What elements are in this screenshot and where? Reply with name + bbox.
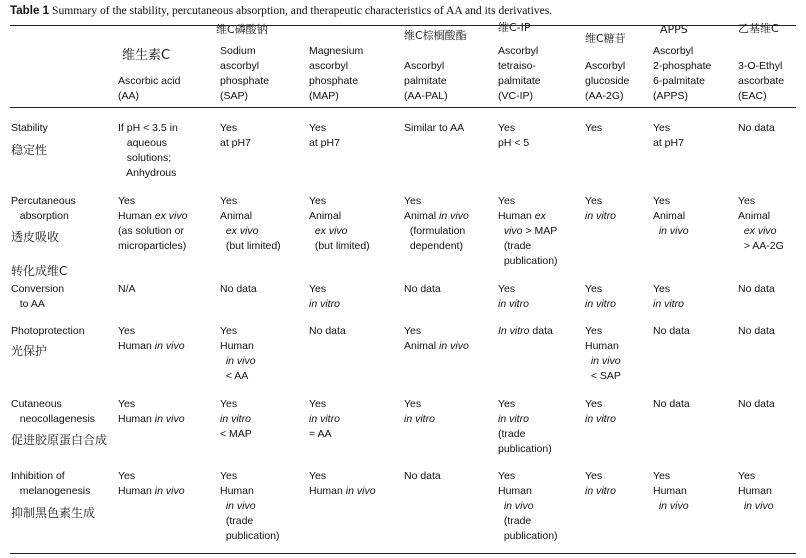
- row-label: Conversion to AA: [11, 283, 65, 310]
- column-header: Magnesium ascorbyl phosphate (MAP): [309, 45, 364, 102]
- table-cell: No data: [738, 398, 775, 410]
- row-label: Photoprotection: [11, 325, 85, 337]
- table-cell: Yes Animal ex vivo (but limited): [220, 195, 281, 252]
- table-cell: No data: [738, 283, 775, 295]
- table-cell: Yes Human in vivo (trade publication): [498, 470, 558, 542]
- table-cell: No data: [404, 283, 441, 295]
- table-cell: Yes Animal ex vivo (but limited): [309, 195, 370, 252]
- table-cell: Yes at pH7: [309, 122, 340, 149]
- column-header: Ascorbyl palmitate (AA-PAL): [404, 60, 448, 102]
- row-label-cn-annotation: 稳定性: [11, 143, 48, 157]
- row-label-cn-annotation: 转化成维C: [11, 264, 68, 278]
- table-caption: [10, 4, 800, 17]
- column-header-cn-annotation: APPS: [660, 23, 688, 36]
- table-cell: In vitro data: [498, 325, 553, 337]
- table-cell: Yes in vitro: [498, 283, 529, 310]
- table-cell: N/A: [118, 283, 136, 295]
- table-cell: No data: [309, 325, 346, 337]
- table-cell: Yes: [585, 122, 603, 134]
- row-label-cn-annotation: 促进胶原蛋白合成: [11, 433, 108, 447]
- row-label: Stability: [11, 122, 48, 134]
- table-cell: Yes in vitro: [585, 283, 616, 310]
- table-cell: No data: [653, 398, 690, 410]
- table-cell: Yes Human in vivo < SAP: [585, 325, 621, 382]
- table-cell: No data: [404, 470, 441, 482]
- row-label-cn-annotation: 透皮吸收: [11, 230, 60, 244]
- row-label-cn-annotation: 光保护: [11, 344, 48, 358]
- table-cell: Yes Human in vivo: [118, 398, 185, 425]
- table-cell: If pH < 3.5 in aqueous solutions; Anhydrous: [118, 122, 178, 179]
- table-cell: Yes in vitro = AA: [309, 398, 340, 440]
- row-label-cn-annotation: 抑制黑色素生成: [11, 506, 96, 520]
- table-label: Table 1: [10, 4, 50, 17]
- table-cell: Yes at pH7: [220, 122, 251, 149]
- row-label: Percutaneous absorption: [11, 195, 76, 222]
- table-cell: Yes in vitro (trade publication): [498, 398, 552, 455]
- column-header: Ascorbyl tetraiso- palmitate (VC-IP): [498, 45, 541, 102]
- table-cell: Yes Human in vivo: [738, 470, 774, 512]
- table-cell: Yes Human in vivo: [118, 470, 185, 497]
- column-header: 3-O-Ethyl ascorbate (EAC): [738, 60, 785, 102]
- table-bottom-rule: [10, 553, 796, 554]
- table-cell: Yes in vitro: [585, 398, 616, 425]
- table-cell: No data: [220, 283, 257, 295]
- table-cell: Yes Human ex vivo (as solution or microparticles): [118, 195, 188, 252]
- table-cell: Yes pH < 5: [498, 122, 530, 149]
- table-cell: Yes Animal ex vivo > AA-2G: [738, 195, 784, 252]
- table-header-rule: [10, 107, 796, 108]
- table-caption-text: Summary of the stability, percutaneous absorption, and therapeutic characteristics of AA and its derivatives.: [49, 4, 553, 17]
- table-cell: Yes Animal in vivo: [404, 325, 469, 352]
- table-cell: Yes Animal in vivo: [653, 195, 689, 237]
- table-cell: No data: [738, 325, 775, 337]
- column-header-cn-annotation: 维C-IP: [498, 21, 531, 34]
- table-cell: No data: [653, 325, 690, 337]
- table-cell: No data: [738, 122, 775, 134]
- table-cell: Yes Human in vivo: [118, 325, 185, 352]
- table-cell: Yes at pH7: [653, 122, 684, 149]
- column-header-cn-annotation: 维C磷酸钠: [216, 23, 268, 36]
- column-header: Sodium ascorbyl phosphate (SAP): [220, 45, 270, 102]
- column-header: Ascorbic acid (AA): [118, 75, 181, 102]
- row-label: Inhibition of melanogenesis: [11, 470, 91, 497]
- table-cell: Yes in vitro: [404, 398, 435, 425]
- column-header-cn-annotation: 维C棕榈酸酯: [404, 29, 467, 42]
- table-cell: Yes Human in vivo (trade publication): [220, 470, 280, 542]
- table-cell: Yes Human in vivo: [309, 470, 376, 497]
- table-cell: Yes in vitro < MAP: [220, 398, 252, 440]
- table-cell: Yes in vitro: [309, 283, 340, 310]
- table-cell: Yes Human ex vivo > MAP (trade publication): [498, 195, 558, 267]
- table-cell: Yes Human in vivo: [653, 470, 689, 512]
- table-cell: Yes Human in vivo < AA: [220, 325, 256, 382]
- table-cell: Yes in vitro: [585, 195, 616, 222]
- table-cell: Yes Animal in vivo (formulation dependent): [404, 195, 469, 252]
- column-header: Ascorbyl 2-phosphate 6-palmitate (APPS): [653, 45, 712, 102]
- column-header: Ascorbyl glucoside (AA-2G): [585, 60, 630, 102]
- column-header-cn-annotation: 维生素C: [122, 48, 171, 63]
- row-label: Cutaneous neocollagenesis: [11, 398, 96, 425]
- table-cell: Yes in vitro: [653, 283, 684, 310]
- table-cell: Similar to AA: [404, 122, 465, 134]
- table-cell: Yes in vitro: [585, 470, 616, 497]
- column-header-cn-annotation: 维C糖苷: [585, 32, 626, 45]
- column-header-cn-annotation: 乙基维C: [738, 22, 779, 35]
